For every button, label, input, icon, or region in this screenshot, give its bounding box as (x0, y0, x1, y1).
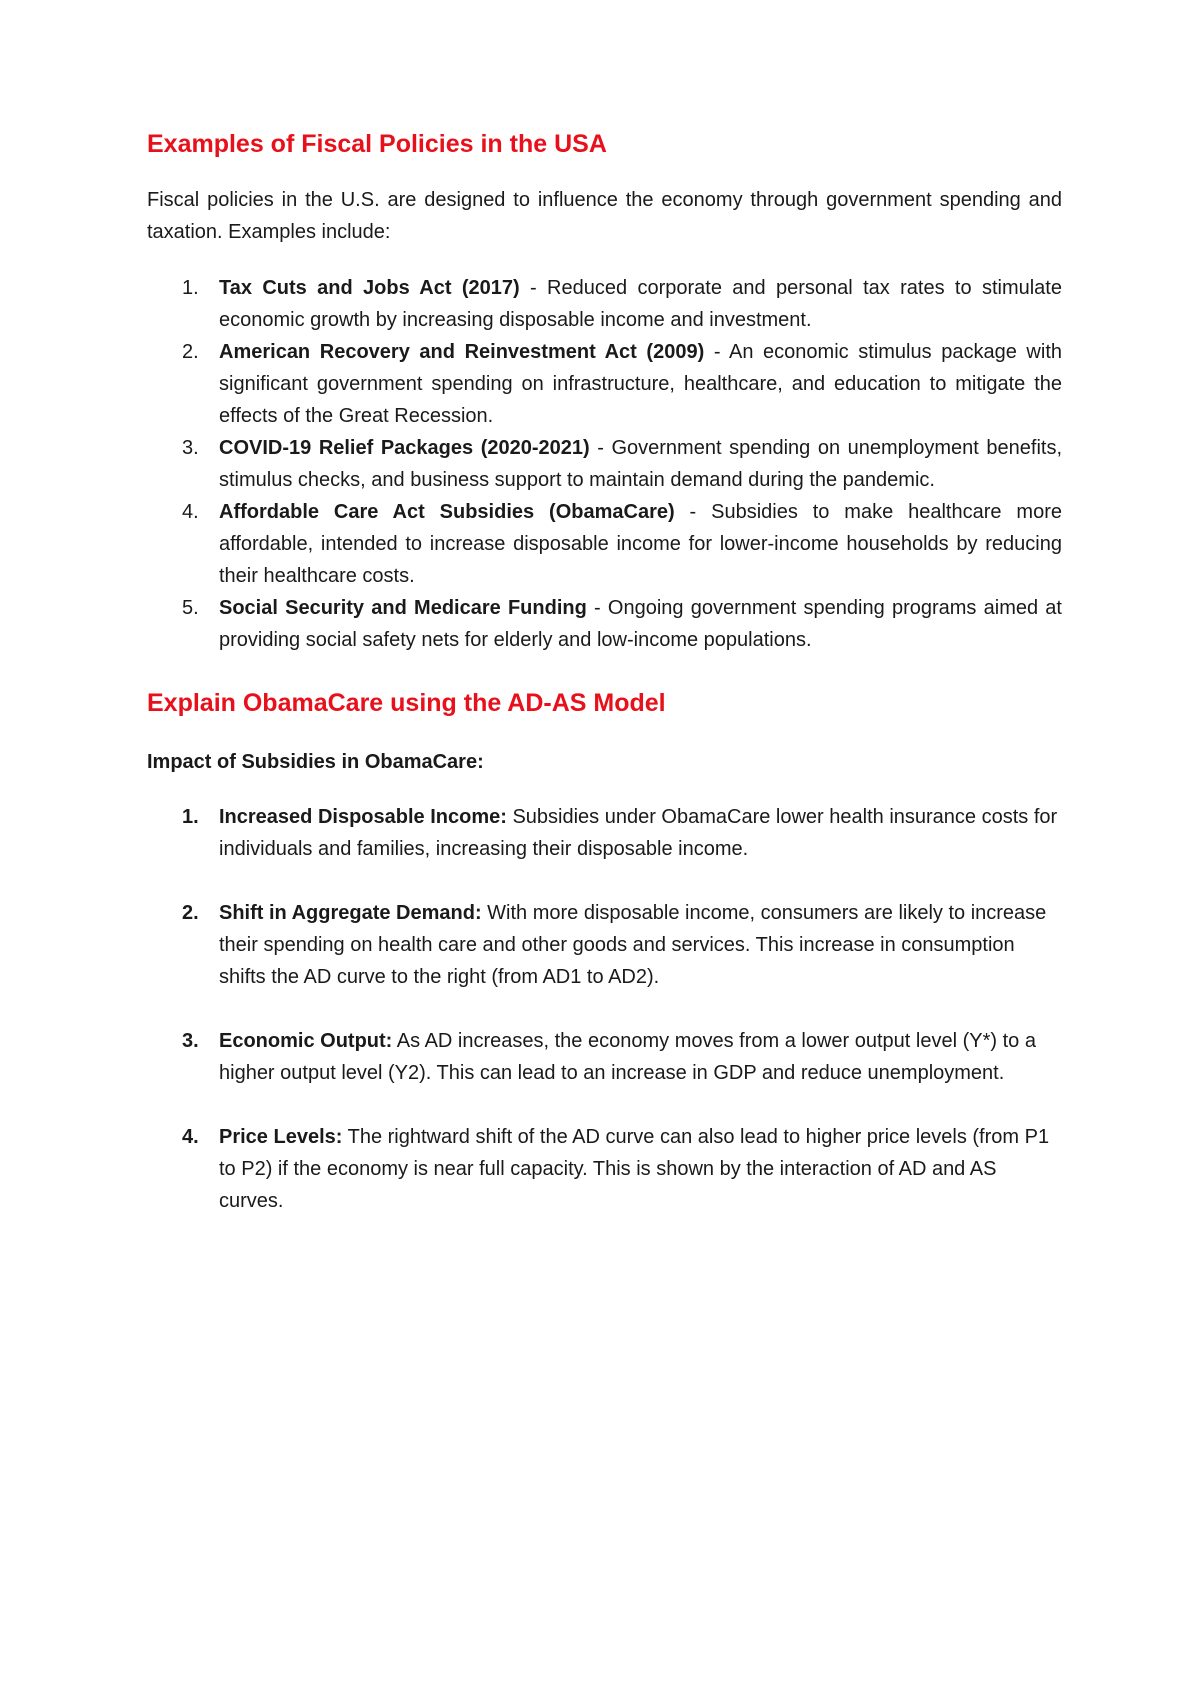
list-number: 4. (182, 1126, 199, 1148)
list-item (147, 897, 1062, 993)
list-number: 1. (182, 277, 199, 299)
list-number: 4. (182, 501, 199, 523)
section-heading-fiscal-policies: Examples of Fiscal Policies in the USA (147, 130, 607, 158)
list-item-text: With more disposable income, consumers are likely to increase their spending on health care and other goods and services. This increase in consumption shifts the AD curve to the right (from AD1 to AD2). (219, 902, 1047, 988)
list-item (147, 1025, 1062, 1089)
list-item-text: The rightward shift of the AD curve can also lead to higher price levels (from P1 to P2) if the economy is near full capacity. This is shown by the interaction of AD and AS curves. (219, 1126, 1050, 1212)
list-number: 2. (182, 341, 199, 363)
list-item-text: - Subsidies to make healthcare more affordable, intended to increase disposable income for lower-income households by reducing their healthcare costs. (219, 501, 1062, 587)
list-item-title: Tax Cuts and Jobs Act (2017) (219, 277, 520, 299)
list-item (147, 336, 1062, 432)
list-number: 3. (182, 1030, 199, 1052)
list-item-title: Shift in Aggregate Demand: (219, 902, 482, 924)
list-item-text: Subsidies under ObamaCare lower health insurance costs for individuals and families, increasing their disposable income. (219, 806, 1058, 860)
section-heading-obamacare: Explain ObamaCare using the AD-AS Model (147, 689, 666, 717)
list-item (147, 592, 1062, 656)
impact-list (147, 801, 1062, 1217)
list-number: 1. (182, 806, 199, 828)
fiscal-policy-list (147, 272, 1062, 656)
list-item-title: Price Levels: (219, 1126, 343, 1148)
list-item-title: Economic Output: (219, 1030, 393, 1052)
list-item-text: - Ongoing government spending programs aimed at providing social safety nets for elderly and low-income populations. (219, 597, 1062, 651)
list-item-text: As AD increases, the economy moves from a lower output level (Y*) to a higher output level (Y2). This can lead to an increase in GDP and reduce unemployment. (219, 1030, 1036, 1084)
list-number: 2. (182, 902, 199, 924)
subheading-impact: Impact of Subsidies in ObamaCare: (147, 751, 484, 773)
list-item-text: - Reduced corporate and personal tax rates to stimulate economic growth by increasing disposable income and investment. (219, 277, 1062, 331)
list-item-title: American Recovery and Reinvestment Act (2009) (219, 341, 705, 363)
list-item-text: - Government spending on unemployment benefits, stimulus checks, and business support to maintain demand during the pandemic. (219, 437, 1062, 491)
list-item-title: Social Security and Medicare Funding (219, 597, 587, 619)
list-item (147, 1121, 1062, 1217)
list-item-title: Affordable Care Act Subsidies (ObamaCare) (219, 501, 675, 523)
list-number: 5. (182, 597, 199, 619)
intro-paragraph: Fiscal policies in the U.S. are designed to influence the economy through government spending and taxation. Examples include: (147, 189, 1062, 243)
list-item-title: COVID-19 Relief Packages (2020-2021) (219, 437, 590, 459)
list-item-text: - An economic stimulus package with significant government spending on infrastructure, healthcare, and education to mitigate the effects of the Great Recession. (219, 341, 1062, 427)
list-item (147, 496, 1062, 592)
list-item-title: Increased Disposable Income: (219, 806, 507, 828)
list-item (147, 272, 1062, 336)
list-number: 3. (182, 437, 199, 459)
list-item (147, 801, 1062, 865)
list-item (147, 432, 1062, 496)
